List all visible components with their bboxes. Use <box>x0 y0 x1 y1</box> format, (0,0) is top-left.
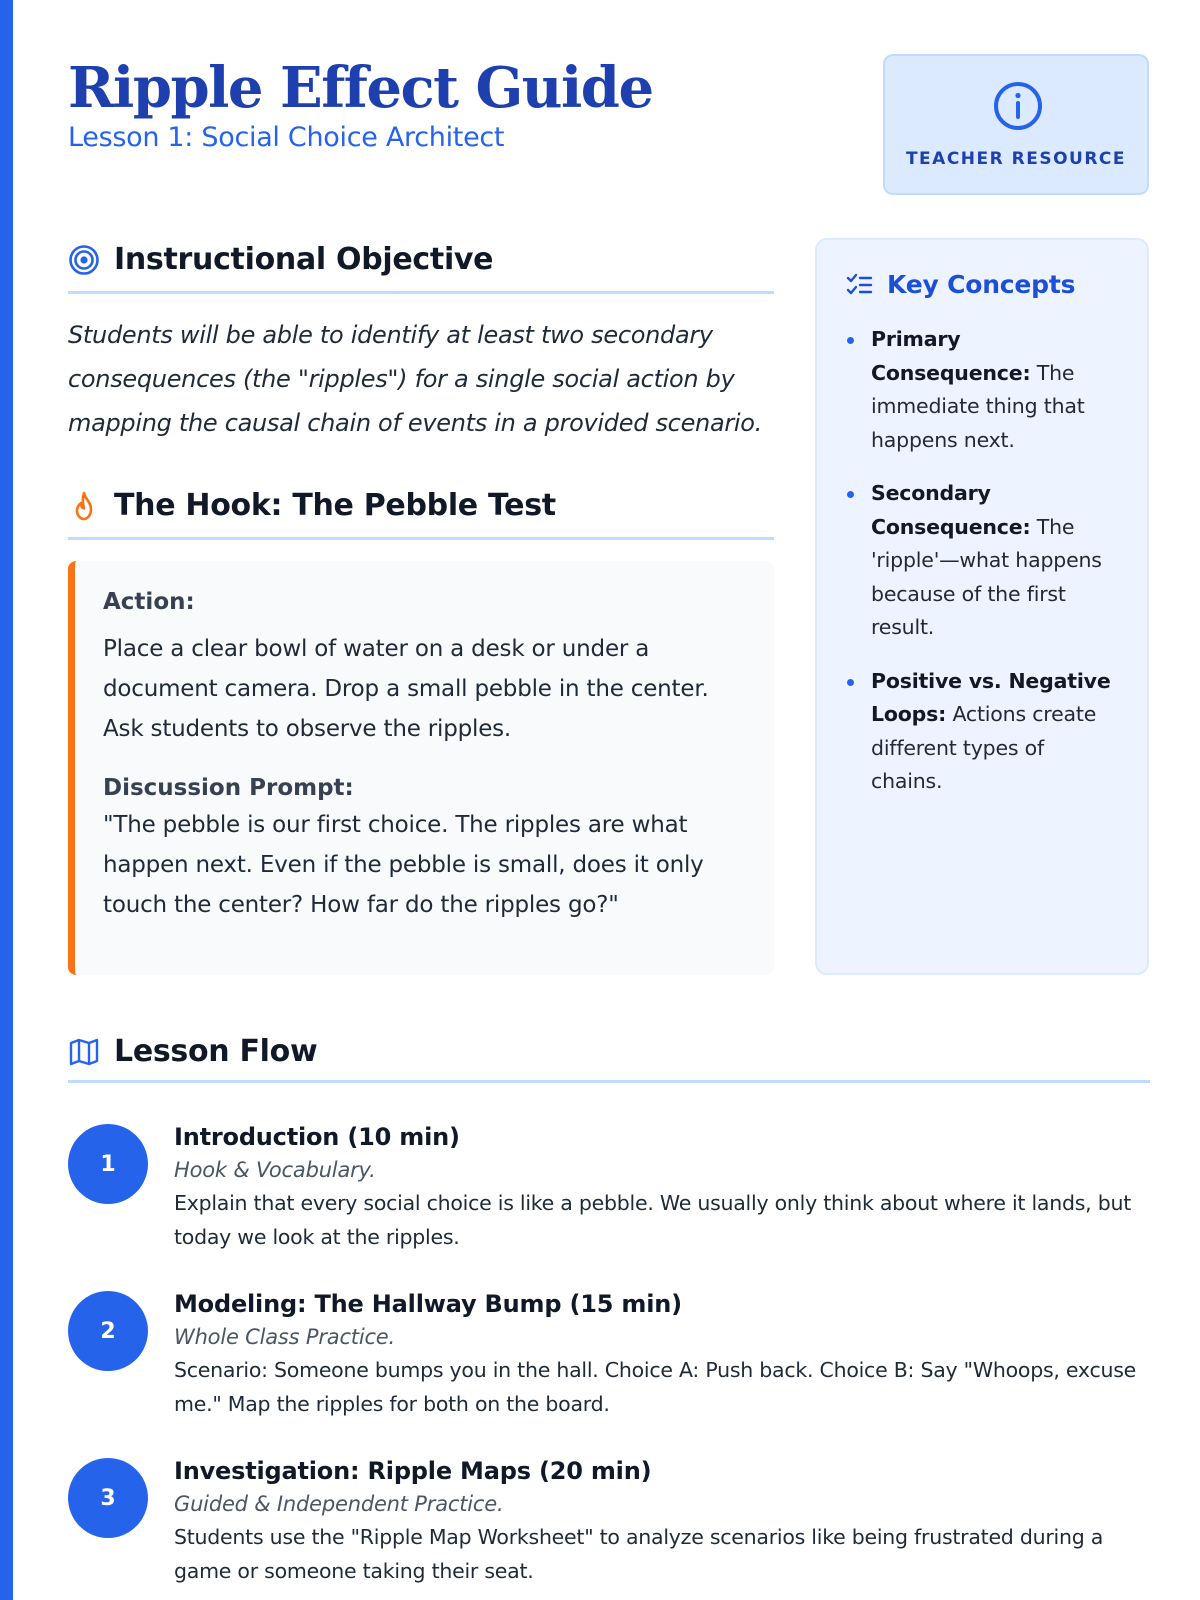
step-type: Guided & Independent Practice. <box>174 1492 504 1516</box>
flame-icon <box>68 490 100 522</box>
teacher-resource-badge <box>883 54 1149 195</box>
flow-step <box>68 1287 1150 1454</box>
checklist-icon <box>845 271 873 299</box>
flow-step <box>68 1120 1150 1287</box>
concept-term: Positive vs. Negative Loops: <box>871 668 1111 726</box>
hook-card <box>68 561 774 975</box>
step-number-badge: 2 <box>68 1291 148 1371</box>
step-number-badge: 1 <box>68 1124 148 1204</box>
objective-heading <box>68 242 493 277</box>
hook-action-label: Action: <box>103 589 195 615</box>
concept-definition: Actions create different types of chains. <box>871 702 1097 793</box>
hook-divider <box>68 537 774 540</box>
concept-term: Primary Consequence: <box>871 327 1031 385</box>
flow-heading-text: Lesson Flow <box>114 1034 318 1069</box>
concept-definition: The immediate thing that happens next. <box>871 360 1085 452</box>
flow-step <box>68 1454 1150 1600</box>
step-description: Scenario: Someone bumps you in the hall. Choice A: Push back. Choice B: Say "Whoops, excuse me." Map the ripples for both on the board. <box>174 1358 1137 1416</box>
hook-prompt-label: Discussion Prompt: <box>103 775 354 801</box>
step-description: Students use the "Ripple Map Worksheet" to analyze scenarios like being frustrated during a game or someone taking their seat. <box>174 1525 1104 1583</box>
page-title: Ripple Effect Guide <box>68 55 653 121</box>
page-header <box>68 56 653 153</box>
hook-action-text: Place a clear bowl of water on a desk or under a document camera. Drop a small pebble in the center. Ask students to observe the ripples. <box>103 636 709 742</box>
step-number-badge: 3 <box>68 1458 148 1538</box>
step-type: Whole Class Practice. <box>174 1325 395 1349</box>
step-body <box>174 1454 1150 1588</box>
step-title: Introduction (10 min) <box>174 1123 460 1151</box>
target-icon <box>68 244 100 276</box>
step-body <box>174 1287 1150 1421</box>
step-title: Modeling: The Hallway Bump (15 min) <box>174 1290 682 1318</box>
lesson-flow-steps <box>68 1120 1150 1600</box>
page-subtitle: Lesson 1: Social Choice Architect <box>68 122 505 153</box>
objective-heading-text: Instructional Objective <box>114 242 494 277</box>
concept-definition: The 'ripple'—what happens because of the first result. <box>871 514 1102 639</box>
list-item <box>845 477 1121 645</box>
key-concepts-list <box>845 323 1121 799</box>
hook-prompt-text: "The pebble is our first choice. The ripples are what happen next. Even if the pebble is small, does it only touch the center? How far do the ripples go?" <box>103 812 704 918</box>
key-concepts-card <box>815 238 1149 975</box>
info-icon <box>992 80 1044 132</box>
objective-text: Students will be able to identify at least two secondary consequences (the "ripples") for a single social action by mapping the causal chain of events in a provided scenario. <box>68 321 762 437</box>
step-type: Hook & Vocabulary. <box>174 1158 376 1182</box>
step-description: Explain that every social choice is like a pebble. We usually only think about where it lands, but today we look at the ripples. <box>174 1191 1131 1249</box>
step-title: Investigation: Ripple Maps (20 min) <box>174 1457 652 1485</box>
concept-term: Secondary Consequence: <box>871 481 1031 539</box>
list-item <box>845 665 1121 799</box>
flow-divider <box>68 1080 1150 1083</box>
left-accent-bar <box>0 0 13 1600</box>
key-concepts-title: Key Concepts <box>887 270 1076 299</box>
step-body <box>174 1120 1150 1254</box>
hook-heading-text: The Hook: The Pebble Test <box>114 488 556 523</box>
objective-divider <box>68 291 774 294</box>
badge-label: TEACHER RESOURCE <box>905 149 1127 169</box>
flow-heading <box>68 1034 317 1069</box>
key-concepts-header <box>845 270 1121 299</box>
hook-heading <box>68 488 556 523</box>
list-item <box>845 323 1121 457</box>
map-icon <box>68 1036 100 1068</box>
